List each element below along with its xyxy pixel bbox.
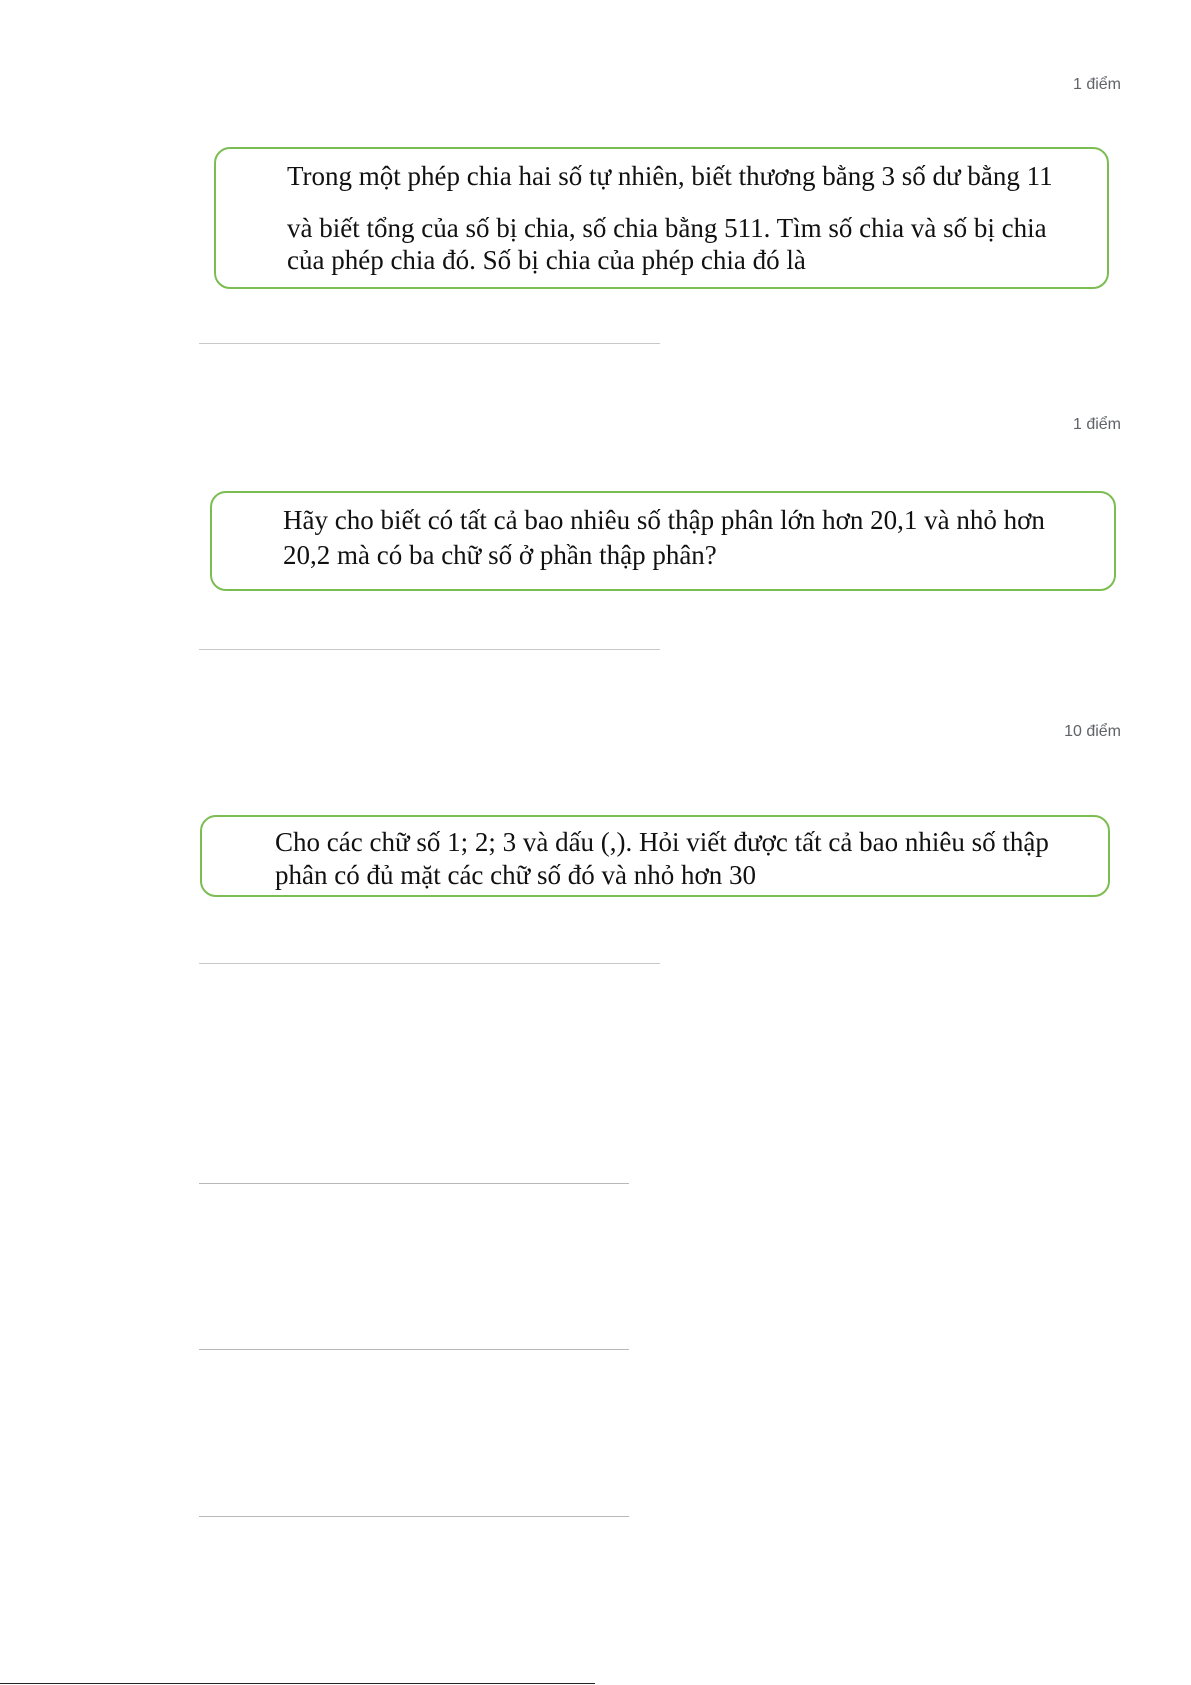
question-2-box [210, 491, 1116, 591]
page-bottom-rule [0, 1683, 595, 1684]
question-2-answer-input[interactable] [199, 649, 660, 650]
question-1-line-3: của phép chia đó. Số bị chia của phép chia đó là [287, 245, 806, 275]
question-3-points: 10 điểm [1064, 723, 1121, 740]
answer-line-5[interactable] [199, 1349, 629, 1350]
answer-line-4[interactable] [199, 1183, 629, 1184]
question-2-line-1: Hãy cho biết có tất cả bao nhiêu số thập phân lớn hơn 20,1 và nhỏ hơn [283, 505, 1045, 535]
question-1-line-1: Trong một phép chia hai số tự nhiên, biết thương bằng 3 số dư bằng 11 [287, 161, 1053, 191]
question-3-box [200, 815, 1110, 897]
question-3-answer-input[interactable] [199, 963, 660, 964]
question-1-box [214, 147, 1109, 289]
answer-line-6[interactable] [199, 1516, 629, 1517]
question-2-points: 1 điểm [1072, 416, 1121, 433]
question-3-line-2: phân có đủ mặt các chữ số đó và nhỏ hơn 30 [275, 860, 757, 890]
question-1-line-2: và biết tổng của số bị chia, số chia bằng 511. Tìm số chia và số bị chia [287, 213, 1047, 243]
question-1-points: 1 điểm [1072, 76, 1121, 93]
question-3-line-1: Cho các chữ số 1; 2; 3 và dấu (,). Hỏi viết được tất cả bao nhiêu số thập [275, 827, 1049, 857]
question-1-answer-input[interactable] [199, 343, 660, 344]
question-2-line-2: 20,2 mà có ba chữ số ở phần thập phân? [283, 540, 717, 570]
